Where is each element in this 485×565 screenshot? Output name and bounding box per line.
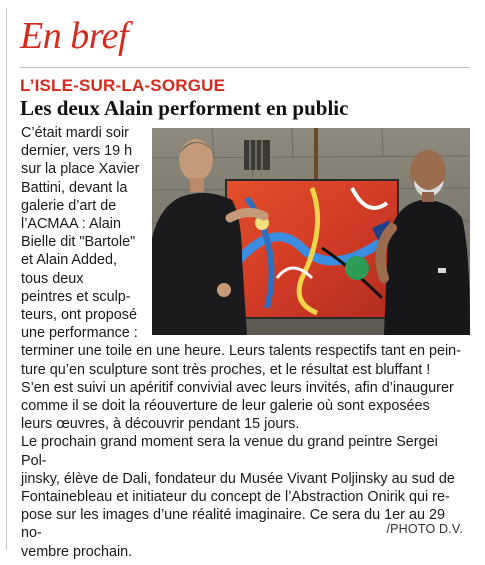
column-rule [6, 8, 7, 550]
body-line: une performance : [21, 325, 138, 342]
body-line: ture qu’en sculpture sont très proches, et le résultat est bluffant ! [21, 361, 431, 378]
body-line: vembre prochain. [21, 543, 133, 560]
photo-credit: /PHOTO D.V. [386, 522, 463, 536]
body-line: tous deux [21, 270, 84, 287]
body-line: dernier, vers 19 h [21, 143, 133, 160]
article-kicker: L’ISLE-SUR-LA-SORGUE [20, 76, 226, 95]
body-line: Bielle dit "Bartole" [21, 234, 136, 251]
body-line: comme il se doit la réouverture de leur galerie où sont exposées [21, 398, 430, 415]
body-line: et Alain Added, [21, 252, 118, 269]
body-line: l’ACMAA : Alain [21, 216, 121, 233]
body-line: C’était mardi soir [21, 125, 129, 141]
body-line: galerie d’art de [21, 197, 117, 214]
body-line: pose sur les images d’une réalité imaginaire. Ce sera du 1er au 29 no- [21, 507, 445, 542]
section-divider [20, 67, 470, 68]
body-line: Fontainebleau et initiateur du concept de l’Abstraction Onirik qui re- [21, 489, 450, 506]
body-line: terminer une toile en une heure. Leurs talents respectifs tant en pein- [21, 343, 461, 360]
section-title: En bref [20, 15, 129, 57]
body-line: teurs, ont proposé [21, 307, 137, 324]
body-line: sur la place Xavier [21, 161, 140, 178]
body-line: S’en est suivi un apéritif convivial avec leurs invités, afin d’inaugurer [21, 379, 454, 396]
body-line: Battini, devant la [21, 179, 128, 196]
article-headline: Les deux Alain performent en public [20, 96, 349, 120]
article-body [21, 124, 466, 561]
body-line: Le prochain grand moment sera la venue du grand peintre Sergei Pol- [21, 434, 438, 469]
body-line: jinsky, élève de Dali, fondateur du Musée Vivant Poljinsky au sud de [21, 470, 455, 487]
body-line: leurs œuvres, à découvrir pendant 15 jours. [21, 416, 300, 433]
body-line: peintres et sculp- [21, 288, 131, 305]
